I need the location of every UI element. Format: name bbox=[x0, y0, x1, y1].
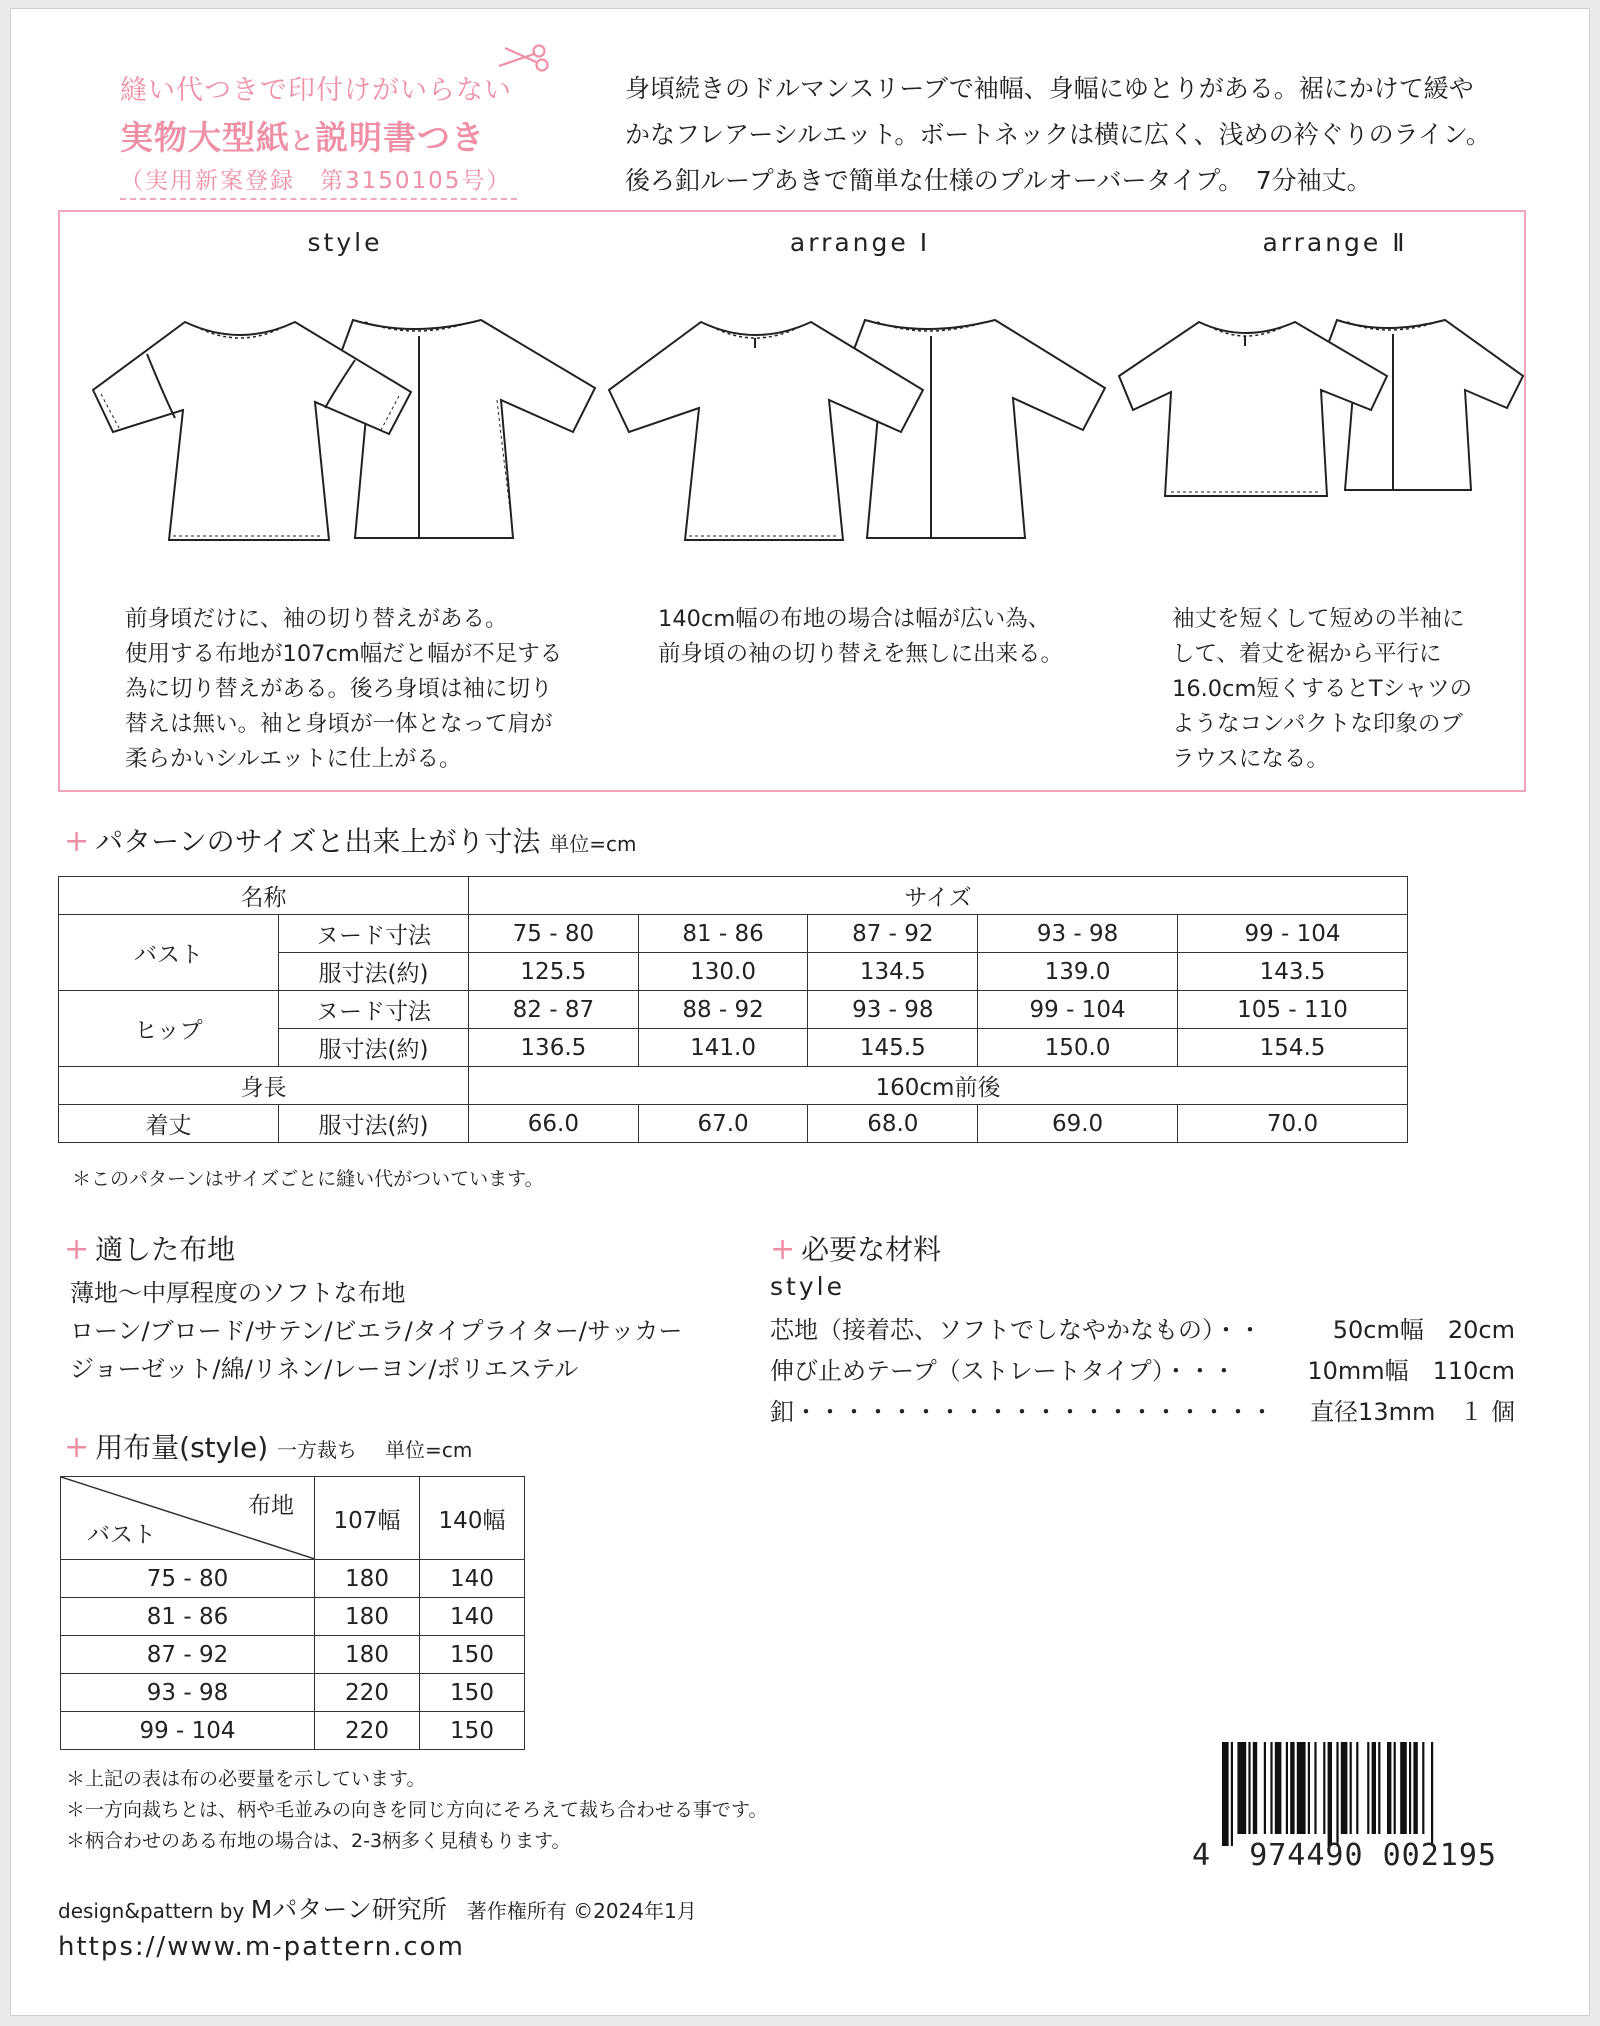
table-cell: 220 bbox=[315, 1712, 420, 1750]
table-cell: 134.5 bbox=[808, 953, 978, 991]
barcode-bar bbox=[1308, 1742, 1310, 1834]
table-cell: 93 - 98 bbox=[808, 991, 978, 1029]
tagline-dashed-line bbox=[120, 198, 517, 200]
table-cell: 220 bbox=[315, 1674, 420, 1712]
table-cell: 180 bbox=[315, 1560, 420, 1598]
tagline-pattern-and-instructions: 実物大型紙と説明書つき bbox=[120, 118, 485, 157]
row-label-length: 着丈 bbox=[59, 1105, 279, 1143]
table-cell: 141.0 bbox=[638, 1029, 808, 1067]
barcode-bar bbox=[1350, 1742, 1352, 1834]
list-item: 釦・・・・・・・・・・・・・・・・・・・・ 直径13mm １ 個 bbox=[770, 1398, 1515, 1426]
barcode-bar bbox=[1341, 1742, 1348, 1834]
table-cell: 81 - 86 bbox=[61, 1598, 315, 1636]
table-cell: 145.5 bbox=[808, 1029, 978, 1067]
barcode-bar bbox=[1264, 1742, 1266, 1834]
barcode-bar bbox=[1413, 1742, 1417, 1834]
barcode-bar bbox=[1356, 1742, 1358, 1834]
table-cell: 140 bbox=[420, 1560, 525, 1598]
tagline-seam-allowance: 縫い代つきで印付けがいらない bbox=[120, 75, 512, 106]
table-cell: 150 bbox=[420, 1636, 525, 1674]
arrange1-illustration bbox=[605, 290, 1115, 550]
table-row bbox=[61, 1560, 525, 1598]
arrange1-title: arrange Ⅰ bbox=[789, 228, 931, 257]
table-cell: 125.5 bbox=[469, 953, 639, 991]
barcode-bar bbox=[1378, 1742, 1380, 1834]
table-cell: 93 - 98 bbox=[61, 1674, 315, 1712]
intro-description: 身頃続きのドルマンスリーブで袖幅、身幅にゆとりがある。裾にかけて緩や かなフレアーシルエット。ボートネックは横に広く、浅めの衿ぐりのライン。 後ろ釦ループあきで簡単な仕様のプルオーバータイプ。 7分袖丈。 bbox=[625, 74, 1491, 195]
table-cell: 150 bbox=[420, 1712, 525, 1750]
header-bust: バスト bbox=[87, 1522, 156, 1548]
size-note: ＊このパターンはサイズごとに縫い代がついています。 bbox=[72, 1168, 544, 1190]
barcode-bar bbox=[1400, 1742, 1407, 1834]
plus-icon: + bbox=[64, 824, 90, 859]
table-cell: 99 - 104 bbox=[61, 1712, 315, 1750]
garment-label: 服寸法(約) bbox=[279, 953, 469, 991]
fabric-section-title: + 適した布地 bbox=[64, 1232, 236, 1267]
table-cell: 99 - 104 bbox=[1177, 915, 1407, 953]
nude-label: ヌード寸法 bbox=[279, 991, 469, 1029]
table-cell: 160cm前後 bbox=[469, 1067, 1408, 1105]
size-section-title: + パターンのサイズと出来上がり寸法 単位=cm bbox=[64, 824, 637, 859]
header-name: 名称 bbox=[59, 877, 469, 915]
table-cell: 66.0 bbox=[469, 1105, 639, 1143]
table-cell: 180 bbox=[315, 1636, 420, 1674]
table-cell: 139.0 bbox=[978, 953, 1178, 991]
yardage-notes: ＊上記の表は布の必要量を示しています。 ＊一方向裁ちとは、柄や毛並みの向きを同じ方向にそろえて裁ち合わせる事です。 ＊柄合わせのある布地の場合は、2-3柄多く見積もります。 bbox=[66, 1768, 768, 1852]
table-cell: 154.5 bbox=[1177, 1029, 1407, 1067]
list-item: 芯地（接着芯、ソフトでしなやかなもの）・・ 50cm幅 20cm bbox=[770, 1316, 1515, 1344]
table-cell: 140 bbox=[420, 1598, 525, 1636]
yardage-section-title: + 用布量(style) 一方裁ち 単位=cm bbox=[64, 1430, 473, 1465]
header-107: 107幅 bbox=[315, 1477, 420, 1560]
arrange2-illustration bbox=[1115, 290, 1535, 510]
table-row bbox=[59, 991, 1408, 1029]
materials-list bbox=[770, 1310, 1515, 1433]
website-link[interactable]: https://www.m-pattern.com bbox=[58, 1932, 465, 1962]
table-row bbox=[59, 1067, 1408, 1105]
table-row bbox=[59, 1105, 1408, 1143]
table-cell: 68.0 bbox=[808, 1105, 978, 1143]
barcode-bar bbox=[1290, 1742, 1294, 1834]
barcode-bar bbox=[1336, 1742, 1338, 1846]
table-cell: 82 - 87 bbox=[469, 991, 639, 1029]
header-size: サイズ bbox=[469, 877, 1408, 915]
table-cell: 99 - 104 bbox=[978, 991, 1178, 1029]
header-fabric: 布地 bbox=[248, 1493, 294, 1519]
table-cell: 88 - 92 bbox=[638, 991, 808, 1029]
barcode-bar bbox=[1314, 1742, 1316, 1834]
plus-icon: + bbox=[64, 1232, 90, 1267]
barcode-bar bbox=[1387, 1742, 1391, 1834]
table-cell: 150.0 bbox=[978, 1029, 1178, 1067]
barcode-bar bbox=[1237, 1742, 1246, 1834]
garment-label: 服寸法(約) bbox=[279, 1105, 469, 1143]
table-row bbox=[61, 1598, 525, 1636]
arrange2-description: 袖丈を短くして短めの半袖に して、着丈を裾から平行に 16.0cm短くするとTシャツの ようなコンパクトな印象のブ ラウスになる。 bbox=[1172, 606, 1473, 772]
barcode-bar bbox=[1409, 1742, 1411, 1834]
barcode-number: 4 974490 002195 bbox=[1192, 1838, 1497, 1873]
row-label-height: 身長 bbox=[59, 1067, 469, 1105]
row-label-hip: ヒップ bbox=[59, 991, 279, 1067]
barcode-bar bbox=[1231, 1742, 1233, 1846]
barcode-bar bbox=[1431, 1742, 1433, 1846]
plus-icon: + bbox=[64, 1430, 90, 1465]
footer-credit: design&pattern by Mパターン研究所 著作権所有 ©2024年1月 bbox=[58, 1895, 697, 1924]
row-label-bust: バスト bbox=[59, 915, 279, 991]
barcode-bar bbox=[1372, 1742, 1376, 1834]
table-cell: 180 bbox=[315, 1598, 420, 1636]
materials-section-title: + 必要な材料 bbox=[770, 1232, 942, 1267]
header-140: 140幅 bbox=[420, 1477, 525, 1560]
style-title: style bbox=[307, 228, 383, 257]
table-cell: 87 - 92 bbox=[808, 915, 978, 953]
table-cell: 150 bbox=[420, 1674, 525, 1712]
style-illustration bbox=[85, 290, 605, 550]
barcode-bar bbox=[1422, 1742, 1424, 1834]
barcode-bar bbox=[1328, 1742, 1332, 1846]
arrange2-title: arrange Ⅱ bbox=[1262, 228, 1408, 257]
table-row bbox=[59, 877, 1408, 915]
barcode-bar bbox=[1275, 1742, 1282, 1834]
barcode-bar bbox=[1270, 1742, 1272, 1834]
barcode-bar bbox=[1323, 1742, 1325, 1834]
table-row bbox=[61, 1674, 525, 1712]
barcode-bar bbox=[1297, 1742, 1306, 1834]
barcode-bar bbox=[1286, 1742, 1288, 1834]
tagline-utility-model: （実用新案登録 第3150105号） bbox=[120, 168, 512, 194]
table-row bbox=[61, 1477, 525, 1560]
table-cell: 70.0 bbox=[1177, 1105, 1407, 1143]
table-cell: 93 - 98 bbox=[978, 915, 1178, 953]
fabric-list: 薄地～中厚程度のソフトな布地 ローン/ブロード/サテン/ビエラ/タイプライター/サッカー ジョーゼット/綿/リネン/レーヨン/ポリエステル bbox=[70, 1279, 683, 1383]
table-row bbox=[59, 915, 1408, 953]
table-cell: 130.0 bbox=[638, 953, 808, 991]
materials-subtitle: style bbox=[770, 1272, 845, 1301]
table-cell: 75 - 80 bbox=[469, 915, 639, 953]
table-row bbox=[61, 1712, 525, 1750]
table-cell: 87 - 92 bbox=[61, 1636, 315, 1674]
table-cell: 67.0 bbox=[638, 1105, 808, 1143]
table-cell: 136.5 bbox=[469, 1029, 639, 1067]
nude-label: ヌード寸法 bbox=[279, 915, 469, 953]
barcode-image bbox=[1220, 1742, 1510, 1850]
garment-label: 服寸法(約) bbox=[279, 1029, 469, 1067]
barcode-bar bbox=[1222, 1742, 1229, 1846]
barcode-bar bbox=[1367, 1742, 1369, 1834]
plus-icon: + bbox=[770, 1232, 796, 1267]
table-cell: 143.5 bbox=[1177, 953, 1407, 991]
diagonal-header bbox=[61, 1477, 315, 1560]
barcode-bar bbox=[1248, 1742, 1250, 1834]
yardage-table bbox=[60, 1476, 525, 1750]
table-cell: 75 - 80 bbox=[61, 1560, 315, 1598]
table-cell: 105 - 110 bbox=[1177, 991, 1407, 1029]
table-cell: 69.0 bbox=[978, 1105, 1178, 1143]
list-item: 伸び止めテープ（ストレートタイプ）・・・ 10mm幅 110cm bbox=[770, 1357, 1515, 1385]
table-cell: 81 - 86 bbox=[638, 915, 808, 953]
arrange1-description: 140cm幅の布地の場合は幅が広い為、 前身頃の袖の切り替えを無しに出来る。 bbox=[658, 606, 1064, 667]
scissors-icon bbox=[495, 38, 555, 78]
style-description: 前身頃だけに、袖の切り替えがある。 使用する布地が107cm幅だと幅が不足する 為に切り替えがある。後ろ身頃は袖に切り 替えは無い。袖と身頃が一体となって肩が 柔らかいシルエットに仕上がる。 bbox=[125, 606, 563, 772]
table-row bbox=[61, 1636, 525, 1674]
barcode-bar bbox=[1394, 1742, 1396, 1834]
barcode-bar bbox=[1253, 1742, 1257, 1834]
size-table bbox=[58, 876, 1408, 1143]
